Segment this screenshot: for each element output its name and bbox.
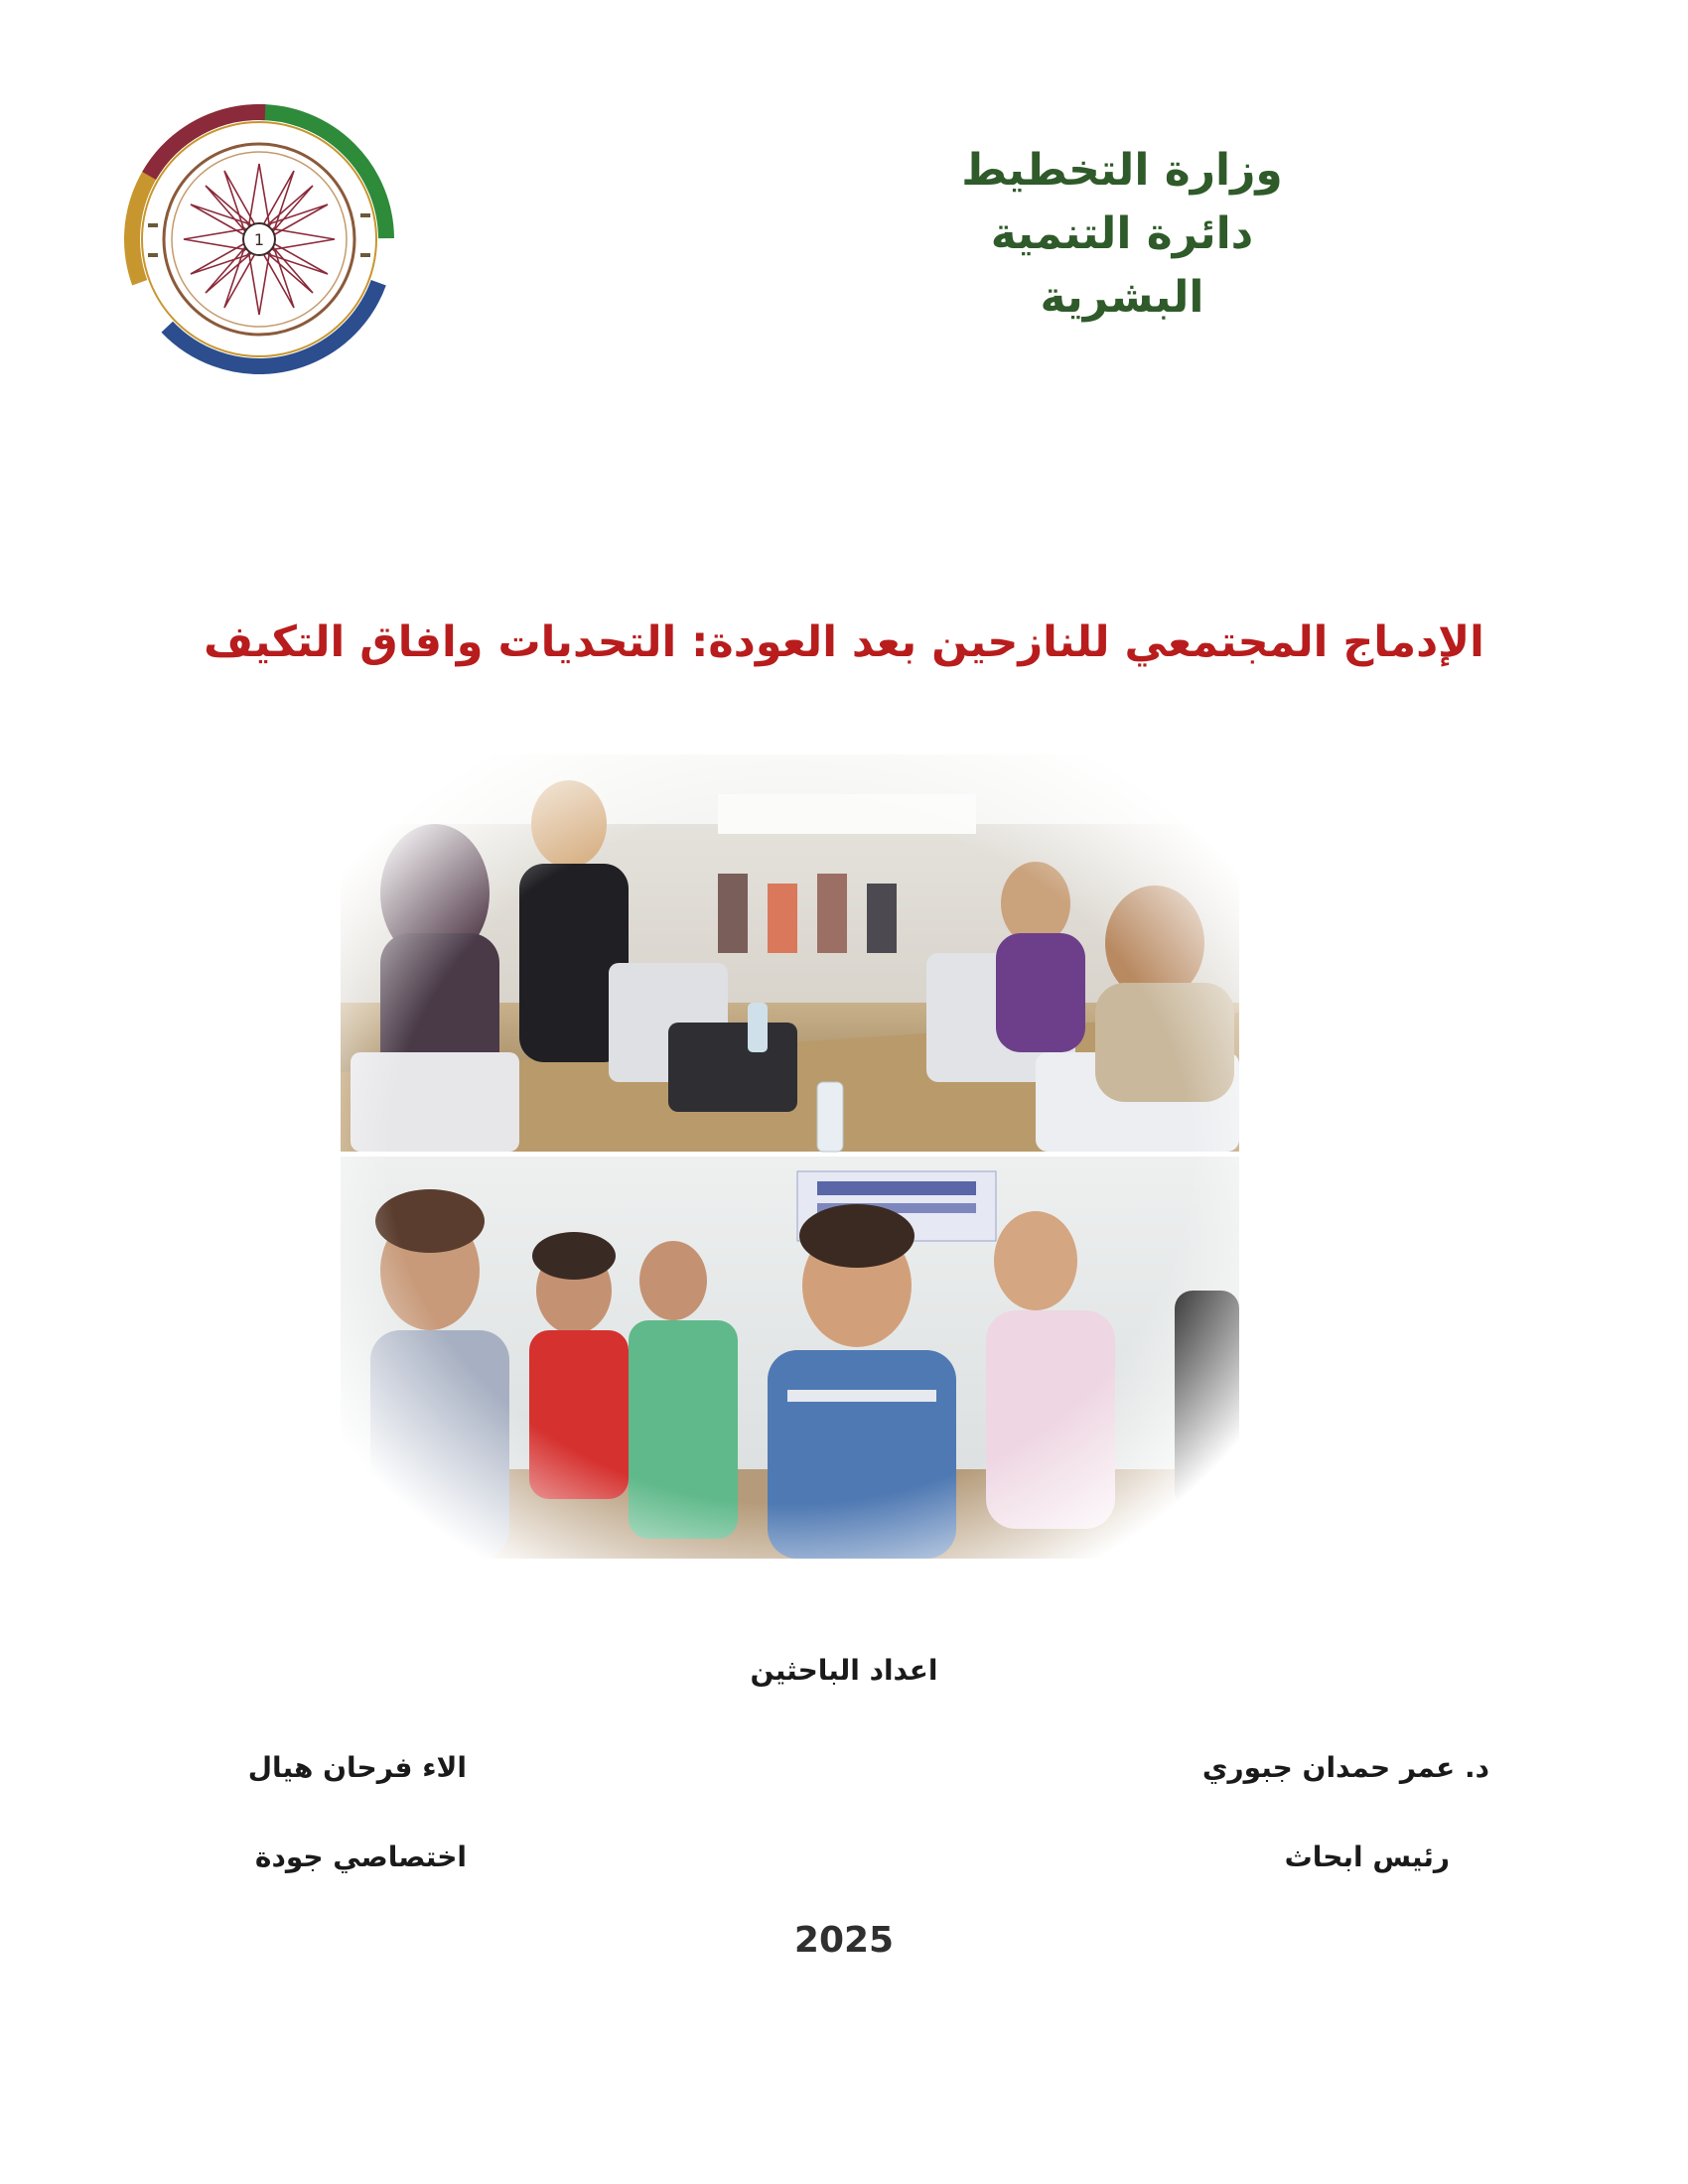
- author2-role: اختصاصي جودة: [254, 1841, 467, 1873]
- publication-year: 2025: [793, 1920, 895, 1961]
- cover-photo: [341, 754, 1239, 1559]
- author1-role: رئيس ابحاث: [1284, 1841, 1450, 1873]
- department-name: دائرة التنمية البشرية: [990, 208, 1254, 323]
- report-title: الإدماج المجتمعي للنازحين بعد العودة: التحديات وافاق التكيف: [204, 617, 1484, 667]
- author1-name: د. عمر حمدان جبوري: [1201, 1751, 1489, 1784]
- svg-text:1: 1: [253, 230, 265, 249]
- photo-collage-icon: [341, 754, 1239, 1559]
- ministry-seal-icon: [124, 104, 394, 374]
- authors-heading: اعداد الباحثين: [750, 1654, 938, 1687]
- ministry-header: [923, 139, 1321, 330]
- ministry-name: وزارة التخطيط: [961, 145, 1283, 196]
- author2-name: الاء فرحان هيال: [247, 1751, 467, 1784]
- ministry-logo: [124, 104, 394, 374]
